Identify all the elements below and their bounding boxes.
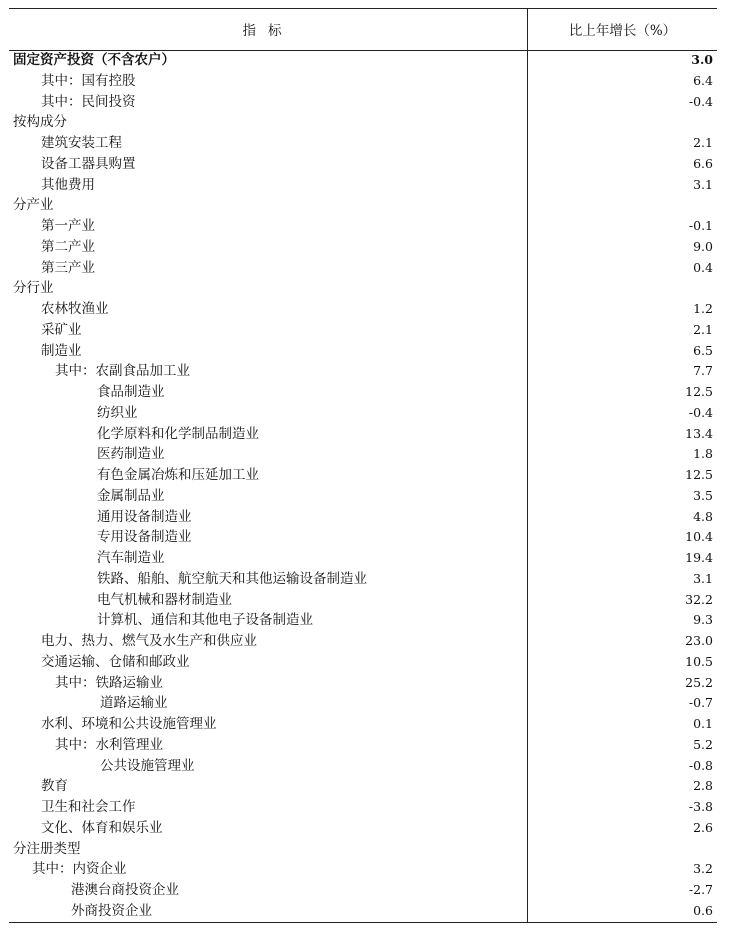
table-row [9,673,717,694]
row-value: 2.8 [693,778,713,794]
row-value: 1.8 [693,446,713,462]
row-label: 其中：民间投资 [41,93,136,110]
table-row [9,776,717,797]
row-label: 分行业 [13,280,54,297]
table-row [9,880,717,901]
table-row [9,693,717,714]
table-row [9,465,717,486]
table-row [9,631,717,652]
row-label: 专用设备制造业 [97,529,192,546]
row-value: 3.0 [691,52,713,67]
row-label: 第二产业 [41,238,95,255]
header-growth: 比上年增长（%） [568,23,677,39]
row-value: 9.0 [693,238,713,254]
row-label: 分产业 [13,197,54,214]
row-label: 港澳台商投资企业 [71,882,179,898]
row-label: 电力、热力、燃气及水生产和供应业 [41,633,257,649]
row-value: -0.4 [688,93,713,109]
row-label: 有色金属冶炼和压延加工业 [97,467,259,483]
row-value: 25.2 [685,674,713,690]
row-value: 6.5 [693,342,713,358]
row-label: 交通运输、仓储和邮政业 [41,653,190,670]
table-row [9,756,717,777]
row-label: 建筑安装工程 [41,135,122,151]
row-label: 其中：内资企业 [32,861,127,878]
table-row [9,610,717,631]
table-row [9,278,717,299]
row-label: 电气机械和器材制造业 [97,591,232,608]
table-row [9,133,717,154]
table-row [9,175,717,196]
row-label: 医药制造业 [97,446,165,463]
row-label: 道路运输业 [100,695,168,712]
table-row [9,652,717,673]
row-label: 设备工器具购置 [41,155,136,172]
row-value: 3.2 [693,861,713,877]
row-label: 其中：国有控股 [41,72,136,89]
row-label: 化学原料和化学制品制造业 [97,425,259,442]
row-value: 12.5 [685,384,713,399]
row-value: 10.5 [685,653,713,669]
row-value: -0.4 [688,404,713,420]
row-value: 6.6 [693,155,713,171]
row-value: 4.8 [693,508,713,524]
row-value: 3.1 [693,570,713,586]
table-row [9,859,717,880]
row-label: 按构成分 [13,114,67,131]
row-label: 第一产业 [41,218,95,234]
row-label: 食品制造业 [97,384,165,400]
table-row [9,714,717,735]
row-label: 汽车制造业 [97,550,165,566]
row-label: 制造业 [41,342,82,359]
row-value: -3.8 [688,799,713,814]
table-bottom-rule [9,922,717,923]
table-row [9,382,717,403]
row-value: -0.7 [688,695,713,711]
row-value: 0.6 [693,902,713,918]
table-row [9,50,717,71]
table-row [9,444,717,465]
table-row [9,258,717,279]
row-label: 文化、体育和娱乐业 [41,819,163,836]
row-value: 0.1 [693,716,713,731]
table-row [9,424,717,445]
table-row [9,237,717,258]
row-value: 6.4 [693,72,713,88]
row-value: 0.4 [693,259,713,275]
row-label: 金属制品业 [97,487,165,504]
row-label: 铁路、船舶、航空航天和其他运输设备制造业 [97,570,367,587]
table-row [9,216,717,237]
table-row [9,112,717,133]
table-row [9,901,717,922]
row-value: 5.2 [693,736,713,752]
table-header [9,8,717,51]
row-label: 固定资产投资（不含农户） [13,52,175,68]
row-value: 32.2 [685,591,713,607]
table-row [9,320,717,341]
table-body [9,50,717,922]
table-row [9,361,717,382]
row-label: 其中：铁路运输业 [55,674,163,691]
row-value: 2.1 [693,135,713,150]
table-row [9,71,717,92]
header-indicator: 指标 [242,23,294,39]
table-row [9,486,717,507]
row-label: 教育 [41,778,68,795]
row-value: 23.0 [685,633,713,648]
table-row [9,839,717,860]
row-label: 第三产业 [41,259,95,276]
table-row [9,818,717,839]
row-label: 分注册类型 [13,840,81,857]
table-row [9,195,717,216]
table-row [9,507,717,528]
table-row [9,735,717,756]
table-row [9,797,717,818]
row-value: 2.1 [693,321,713,337]
table-row [9,299,717,320]
table-row [9,341,717,362]
table-row [9,569,717,590]
row-value: 12.5 [685,467,713,482]
row-label: 其他费用 [41,176,95,193]
table-row [9,527,717,548]
table-row [9,590,717,611]
table-row [9,154,717,175]
row-label: 其中：水利管理业 [55,736,163,753]
row-value: 10.4 [685,529,713,545]
row-value: 3.1 [693,176,713,192]
row-value: -0.8 [688,757,713,773]
row-label: 采矿业 [41,321,82,338]
row-label: 公共设施管理业 [100,757,195,774]
row-value: 3.5 [693,487,713,503]
row-value: -0.1 [688,218,713,233]
row-label: 外商投资企业 [71,902,152,919]
row-label: 纺织业 [97,404,138,421]
row-value: 19.4 [685,550,713,565]
row-label: 卫生和社会工作 [41,799,136,815]
row-label: 其中：农副食品加工业 [55,363,190,380]
row-value: -2.7 [688,882,713,897]
table-row [9,403,717,424]
row-value: 13.4 [685,425,713,441]
row-label: 通用设备制造业 [97,508,192,525]
table-row [9,92,717,113]
row-label: 农林牧渔业 [41,301,109,317]
row-label: 计算机、通信和其他电子设备制造业 [97,612,313,629]
row-value: 9.3 [693,612,713,628]
row-value: 7.7 [693,363,713,379]
row-value: 1.2 [693,301,713,316]
table-row [9,548,717,569]
row-value: 2.6 [693,819,713,835]
row-label: 水利、环境和公共设施管理业 [41,716,217,732]
